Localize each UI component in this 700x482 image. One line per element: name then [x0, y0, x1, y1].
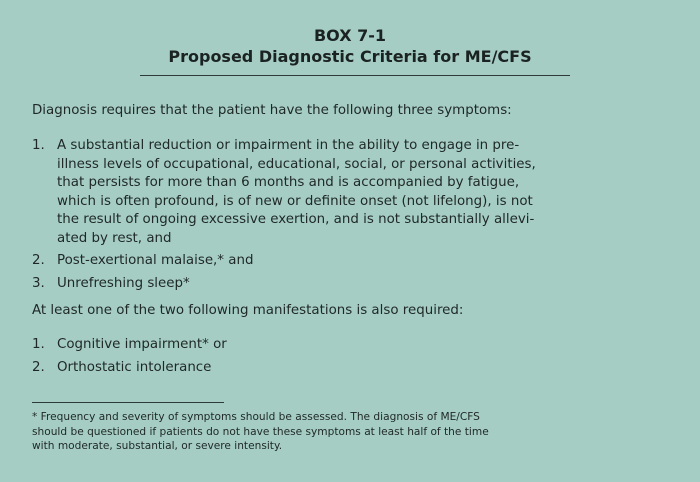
list-item	[32, 336, 672, 355]
list-item-text-line: A substantial reduction or impairment in the ability to engage in pre-	[57, 138, 520, 153]
list-item-text-line: Post-exertional malaise,* and	[57, 253, 254, 268]
list-item-text-line: Cognitive impairment* or	[57, 337, 227, 352]
footnote-divider	[32, 402, 224, 403]
list-item-text-line: illness levels of occupational, educational, social, or personal activities,	[57, 156, 536, 172]
footnote-line: * Frequency and severity of symptoms should be assessed. The diagnosis of ME/CFS	[32, 411, 480, 423]
list-item-number: 3.	[32, 275, 45, 291]
additional-manifestations-list	[32, 336, 672, 381]
list-item-text-line: that persists for more than 6 months and is accompanied by fatigue,	[57, 175, 520, 190]
list-item	[32, 275, 672, 294]
intro-text: Diagnosis requires that the patient have the following three symptoms:	[32, 103, 512, 118]
required-symptoms-list	[32, 137, 672, 297]
list-item	[32, 137, 672, 248]
footnote-line: with moderate, substantial, or severe intensity.	[32, 440, 283, 452]
box-number: BOX 7-1	[313, 26, 387, 45]
box-title: Proposed Diagnostic Criteria for ME/CFS	[168, 47, 532, 66]
list-item-number: 2.	[32, 253, 45, 268]
list-item	[32, 252, 672, 271]
list-item-number: 2.	[32, 359, 45, 375]
title-divider	[140, 75, 570, 76]
list-item-number: 1.	[32, 138, 45, 153]
list-item-number: 1.	[32, 337, 45, 352]
list-item	[32, 359, 672, 378]
list-item-text-line: ated by rest, and	[57, 230, 172, 246]
footnote	[32, 410, 672, 454]
list-item-text-line: Orthostatic intolerance	[57, 359, 212, 375]
additional-intro-text: At least one of the two following manifestations is also required:	[32, 303, 464, 318]
list-item-text-line: which is often profound, is of new or definite onset (not lifelong), is not	[57, 193, 533, 209]
footnote-line: should be questioned if patients do not have these symptoms at least half of the time	[32, 425, 489, 438]
list-item-text-line: the result of ongoing excessive exertion, and is not substantially allevi-	[57, 212, 535, 227]
list-item-text-line: Unrefreshing sleep*	[57, 275, 190, 291]
